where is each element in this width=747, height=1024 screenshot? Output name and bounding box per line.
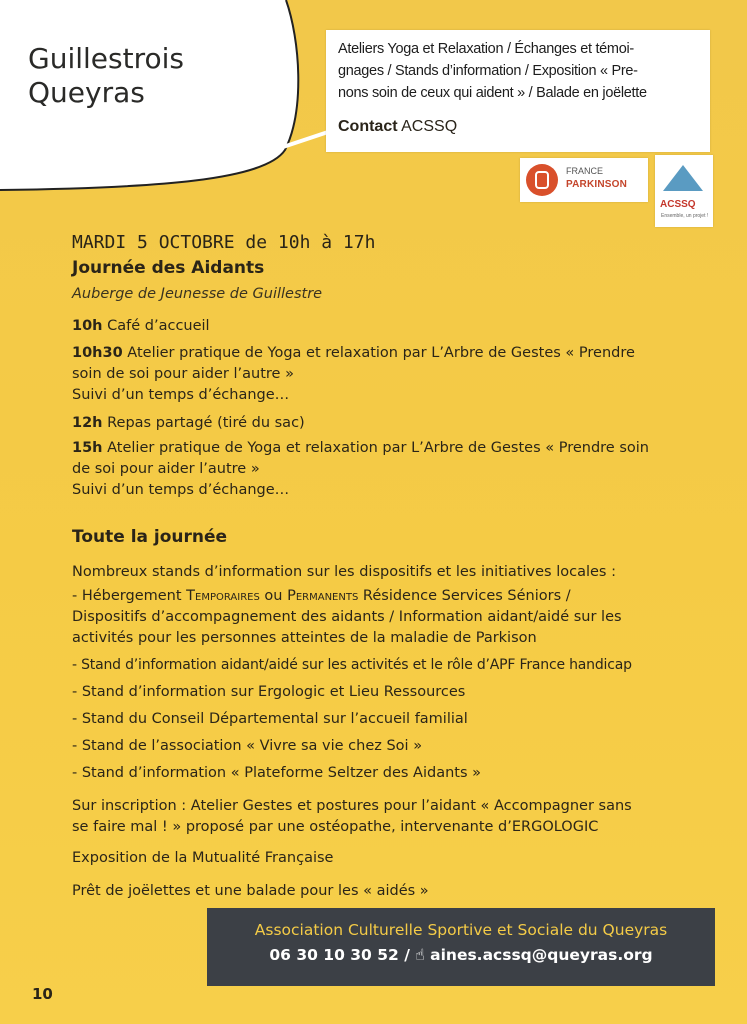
all-day-intro: Nombreux stands d’information sur les dispositifs et les initiatives locales : xyxy=(72,564,616,580)
logo-tagline: Ensemble, un projet ! xyxy=(661,213,709,219)
stand-text: Temporaires xyxy=(186,588,260,604)
region-title-line1: Guillestrois xyxy=(28,42,184,75)
footer-contact-box xyxy=(207,908,715,986)
contact-line xyxy=(338,118,457,136)
schedule-text: de soi pour aider l’autre » xyxy=(72,461,260,477)
schedule-time: 10h xyxy=(72,318,103,334)
footer-contact-line xyxy=(207,946,715,964)
registration-note xyxy=(72,796,722,838)
info-line: nons soin de ceux qui aident » / Balade en joëlette xyxy=(338,85,647,101)
mouse-click-icon: ☝ xyxy=(415,946,425,964)
info-line: gnages / Stands d’information / Exposition « Pre- xyxy=(338,63,638,79)
contact-label: Contact xyxy=(338,118,398,135)
acssq-logo xyxy=(655,155,713,227)
logo-text: FRANCE xyxy=(566,166,604,176)
stand-text: - Hébergement xyxy=(72,588,187,604)
stand-item: - Stand d’information sur Ergologic et Lieu Ressources xyxy=(72,684,466,700)
schedule-time: 10h30 xyxy=(72,345,123,361)
schedule-item xyxy=(72,413,722,434)
separator: / xyxy=(398,946,416,964)
registration-text: Sur inscription : Atelier Gestes et postures pour l’aidant « Accompagner sans xyxy=(72,798,632,814)
stand-item: - Stand d’information « Plateforme Seltzer des Aidants » xyxy=(72,765,481,781)
email-address[interactable]: aines.acssq@queyras.org xyxy=(430,946,653,964)
france-parkinson-logo xyxy=(520,158,648,202)
event-venue: Auberge de Jeunesse de Guillestre xyxy=(72,286,323,302)
stand-item: - Stand du Conseil Départemental sur l’accueil familial xyxy=(72,711,468,727)
schedule-item xyxy=(72,343,722,406)
schedule-text: Café d’accueil xyxy=(107,318,210,334)
stand-text: Résidence Services Séniors / xyxy=(358,588,571,604)
info-text xyxy=(338,38,698,104)
stand-text: activités pour les personnes atteintes de la maladie de Parkison xyxy=(72,630,537,646)
schedule-text: Suivi d’un temps d’échange… xyxy=(72,387,290,403)
stand-item: - Stand de l’association « Vivre sa vie chez Soi » xyxy=(72,738,423,754)
phone-number: 06 30 10 30 52 xyxy=(269,946,399,964)
registration-text: se faire mal ! » proposé par une ostéopathe, intervenante d’ERGOLOGIC xyxy=(72,819,599,835)
all-day-title: Toute la journée xyxy=(72,527,228,547)
event-date: MARDI 5 OCTOBRE de 10h à 17h xyxy=(72,232,376,253)
info-box xyxy=(326,30,710,152)
schedule-text: Atelier pratique de Yoga et relaxation par L’Arbre de Gestes « Prendre xyxy=(127,345,635,361)
association-name: Association Culturelle Sportive et Sociale du Queyras xyxy=(254,921,668,939)
schedule-text: Repas partagé (tiré du sac) xyxy=(107,415,305,431)
page-number: 10 xyxy=(32,985,53,1003)
stand-text: Dispositifs d’accompagnement des aidants / Information aidant/aidé sur les xyxy=(72,609,622,625)
schedule-text: Atelier pratique de Yoga et relaxation par L’Arbre de Gestes « Prendre soin xyxy=(107,440,649,456)
region-title-line2: Queyras xyxy=(28,76,145,109)
stand-text: ou xyxy=(259,588,288,604)
region-title xyxy=(28,42,184,110)
contact-value: ACSSQ xyxy=(401,118,458,135)
mountain-icon xyxy=(663,165,703,191)
stand-item xyxy=(72,586,722,649)
schedule-item xyxy=(72,316,722,337)
france-parkinson-icon xyxy=(526,164,558,196)
schedule-time: 12h xyxy=(72,415,103,431)
schedule-item xyxy=(72,438,722,501)
event-title: Journée des Aidants xyxy=(72,258,265,278)
exposition-note: Exposition de la Mutualité Française xyxy=(72,850,334,866)
loan-note: Prêt de joëlettes et une balade pour les « aidés » xyxy=(72,883,429,899)
schedule-text: Suivi d’un temps d’échange… xyxy=(72,482,290,498)
logo-text: ACSSQ xyxy=(660,199,696,210)
schedule-text: soin de soi pour aider l’autre » xyxy=(72,366,294,382)
stand-item: - Stand d’information aidant/aidé sur les activités et le rôle d’APF France handicap xyxy=(72,657,632,673)
info-line: Ateliers Yoga et Relaxation / Échanges et témoi- xyxy=(338,41,634,57)
logo-text: PARKINSON xyxy=(566,179,628,190)
schedule-time: 15h xyxy=(72,440,103,456)
stand-text: Permanents xyxy=(287,588,359,604)
